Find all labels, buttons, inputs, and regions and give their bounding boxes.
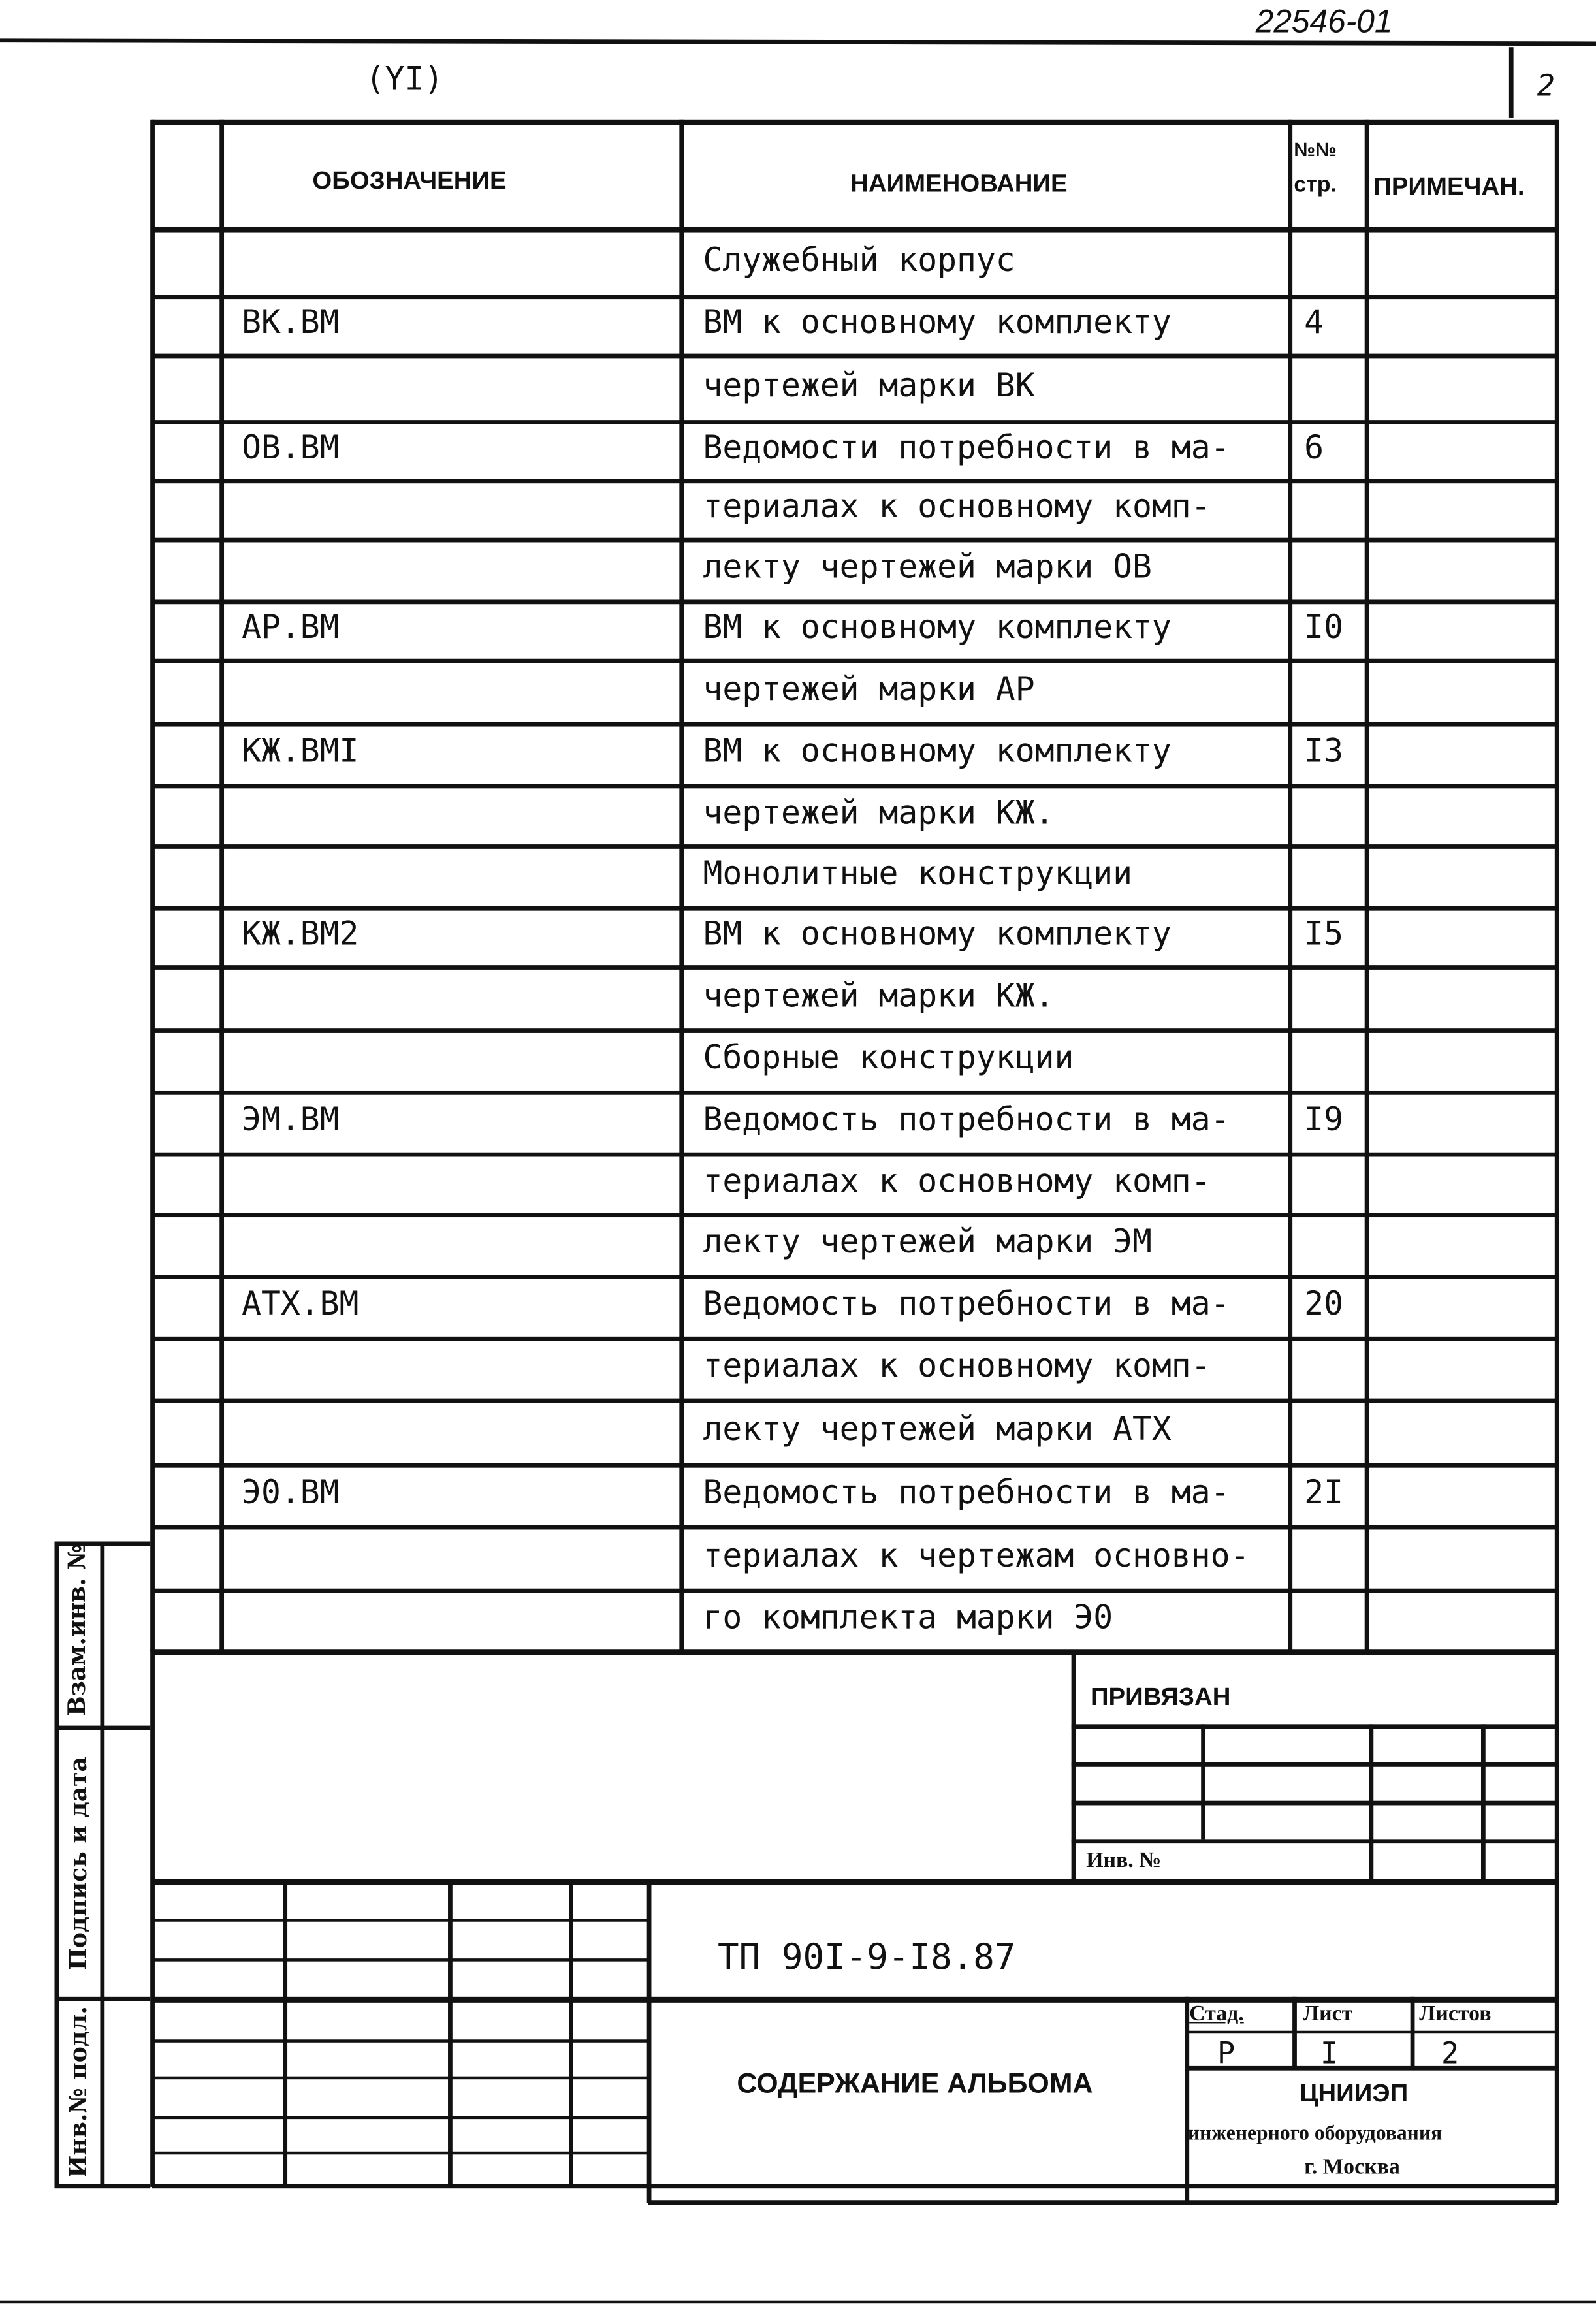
row-name: териалах к основному комп- xyxy=(703,1163,1211,1201)
row-name: ВМ к основному комплекту xyxy=(703,305,1172,342)
row-page: I3 xyxy=(1304,733,1343,771)
document-title: СОДЕРЖАНИЕ АЛЬБОМА xyxy=(737,2069,1093,2100)
row-divider xyxy=(152,784,1557,789)
row-page: I9 xyxy=(1304,1102,1343,1140)
row-divider xyxy=(152,1091,1557,1095)
stage-value: Р xyxy=(1217,2035,1236,2071)
row-divider xyxy=(152,844,1557,849)
row-name: Ведомости потребности в ма- xyxy=(703,430,1230,468)
row-designation: ЭМ.ВМ xyxy=(242,1102,340,1140)
row-divider xyxy=(152,1463,1557,1468)
row-page: 2I xyxy=(1304,1474,1343,1512)
row-name: лекту чертежей марки ОВ xyxy=(703,549,1152,587)
row-divider xyxy=(152,599,1557,604)
stage-label: Стад. xyxy=(1189,2002,1244,2026)
column-header-notes: ПРИМЕЧАН. xyxy=(1373,172,1525,200)
row-name: лекту чертежей марки АТХ xyxy=(703,1411,1172,1449)
section-label: (YI) xyxy=(365,61,444,99)
organization-line2: инженерного оборудования xyxy=(1187,2123,1443,2146)
row-divider xyxy=(152,1275,1557,1279)
row-page: 4 xyxy=(1304,305,1324,342)
row-divider xyxy=(152,1153,1557,1157)
sheet-number: 2 xyxy=(1537,67,1555,103)
inventory-label: Инв. № xyxy=(1086,1849,1162,1873)
row-divider xyxy=(152,1213,1557,1217)
row-divider xyxy=(152,479,1557,483)
row-divider xyxy=(152,354,1557,359)
row-divider xyxy=(152,1525,1557,1530)
margin-replace-inventory: Взам.инв. № xyxy=(62,1544,91,1716)
row-divider xyxy=(152,1399,1557,1403)
row-divider xyxy=(152,420,1557,424)
row-divider xyxy=(152,1028,1557,1033)
document-number: 22546-01 xyxy=(1255,3,1393,40)
row-name: чертежей марки КЖ. xyxy=(703,795,1055,832)
column-header-pages-top: №№ xyxy=(1294,138,1337,161)
row-name: Сборные конструкции xyxy=(703,1040,1074,1077)
row-page: 6 xyxy=(1304,430,1324,468)
row-name: Ведомость потребности в ма- xyxy=(703,1286,1230,1324)
row-name: Служебный корпус xyxy=(703,242,1015,279)
organization-name: ЦНИИЭП xyxy=(1300,2079,1409,2108)
row-name: Ведомость потребности в ма- xyxy=(703,1102,1230,1140)
column-header-pages-bottom: стр. xyxy=(1294,172,1337,198)
row-name: Ведомость потребности в ма- xyxy=(703,1474,1230,1512)
row-name: териалах к чертежам основно- xyxy=(703,1537,1250,1575)
row-designation: КЖ.ВМI xyxy=(242,733,359,771)
row-page: I0 xyxy=(1304,610,1343,647)
sheets-value: 2 xyxy=(1441,2035,1460,2071)
row-page: I5 xyxy=(1304,916,1343,954)
row-name: ВМ к основному комплекту xyxy=(703,916,1172,954)
row-divider xyxy=(152,722,1557,727)
row-designation: ОВ.ВМ xyxy=(242,430,340,468)
row-divider xyxy=(152,659,1557,663)
organization-city: г. Москва xyxy=(1304,2156,1400,2180)
sheet-label: Лист xyxy=(1302,2002,1353,2026)
row-name: териалах к основному комп- xyxy=(703,489,1211,526)
row-name: чертежей марки ВК xyxy=(703,368,1035,405)
bound-label: ПРИВЯЗАН xyxy=(1090,1683,1231,1712)
sheet-value: I xyxy=(1320,2035,1339,2071)
row-designation: КЖ.ВМ2 xyxy=(242,916,359,954)
column-header-designation: ОБОЗНАЧЕНИЕ xyxy=(312,167,507,195)
row-name: чертежей марки АР xyxy=(703,671,1035,709)
row-divider xyxy=(152,965,1557,970)
row-name: Монолитные конструкции xyxy=(703,856,1133,893)
row-divider xyxy=(152,906,1557,911)
row-divider xyxy=(152,538,1557,543)
row-name: териалах к основному комп- xyxy=(703,1348,1211,1386)
margin-original-inventory: Инв.№ подл. xyxy=(64,2006,93,2178)
row-designation: АР.ВМ xyxy=(242,610,340,647)
row-name: чертежей марки КЖ. xyxy=(703,978,1055,1015)
row-divider xyxy=(152,1337,1557,1341)
row-name: го комплекта марки Э0 xyxy=(703,1600,1113,1638)
row-designation: ВК.ВМ xyxy=(242,305,340,342)
row-name: лекту чертежей марки ЭМ xyxy=(703,1224,1152,1262)
row-divider xyxy=(152,295,1557,299)
row-name: ВМ к основному комплекту xyxy=(703,733,1172,771)
row-designation: АТХ.ВМ xyxy=(242,1286,359,1324)
column-header-name: НАИМЕНОВАНИЕ xyxy=(850,169,1068,198)
row-name: ВМ к основному комплекту xyxy=(703,610,1172,647)
sheets-label: Листов xyxy=(1419,2002,1492,2026)
row-page: 20 xyxy=(1304,1286,1343,1324)
row-divider xyxy=(152,1589,1557,1593)
row-designation: Э0.ВМ xyxy=(242,1474,340,1512)
margin-signature-date: Подпись и дата xyxy=(64,1757,93,1971)
project-code: ТП 90I-9-I8.87 xyxy=(718,1936,1016,1978)
